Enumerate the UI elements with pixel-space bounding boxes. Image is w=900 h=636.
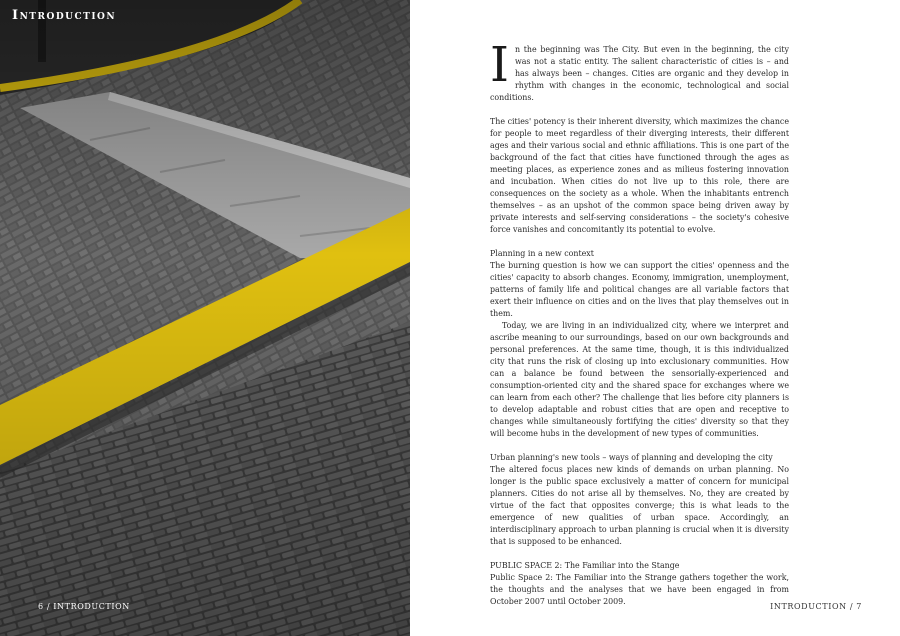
- folio-right: INTRODUCTION / 7: [770, 602, 862, 611]
- paragraph-altered-focus: The altered focus places new kinds of demands on urban planning. No longer is the public space exclusively a matter of concern for municipal planners. Cities do not arise all by themselves. No, they are created by virtue of the fact that opposites converge; this is what leads to the emergence of new qualities of urban space. Accordingly, an interdisciplinary approach to urban planning is crucial when it is diversity that is supposed to be enhanced.: [490, 465, 789, 546]
- heading-public-space: PUBLIC SPACE 2: The Familiar into the Stange: [490, 561, 680, 570]
- street-photo: [0, 0, 410, 636]
- heading-planning: Planning in a new context: [490, 249, 594, 258]
- paragraph-public-space: Public Space 2: The Familiar into the Strange gathers together the work, the thoughts and the analyses that we have been engaged in from October 2007 until October 2009.: [490, 573, 789, 606]
- paragraph-burning-question: The burning question is how we can support the cities' openness and the cities' capacity to absorb changes. Economy, immigration, unemployment, patterns of family life and political changes are all variable factors that exert their influence on cities and on the lives that play themselves out in them.: [490, 261, 789, 318]
- left-page: [0, 0, 410, 636]
- section-title: Introduction: [12, 8, 117, 23]
- intro-text: n the beginning was The City. But even in the beginning, the city was not a static entity. The salient characteristic of cities is – and has always been – changes. Cities are organic and they develop in rhythm with changes in the economic, technological and social conditions.: [490, 45, 789, 102]
- paragraph-individualized-city: Today, we are living in an individualized city, where we interpret and ascribe meaning to our surroundings, based on our own backgrounds and personal preferences. At the same time, though, it is this individualized city that runs the risk of closing up into exclusionary communities. How can a balance be found between the sensorially-experienced and consumption-oriented city and the shared space for exchanges where we can learn from each other? The challenge that lies before city planners is to develop adaptable and robust cities that are open and receptive to changes while simultaneously fortifying the cities' diversity so that they will become hubs in the development of new types of communities.: [490, 321, 789, 438]
- photo-vignette: [0, 0, 410, 636]
- intro-paragraph: [490, 37, 789, 104]
- heading-tools: Urban planning's new tools – ways of planning and developing the city: [490, 453, 773, 462]
- drop-cap: I: [490, 37, 509, 93]
- text-column: [490, 37, 789, 608]
- paragraph-diversity: The cities' potency is their inherent diversity, which maximizes the chance for people to meet regardless of their diverging interests, their different ages and their various social and ethnic affiliations. This is one part of the background of the fact that cities have functioned through the ages as meeting places, as experience zones and as milieus fostering innovation and incubation. When cities do not live up to this role, there are consequences on the society as a whole. When the inhabitants entrench themselves – as an upshot of the common space being driven away by private interests and self-serving considerations – the society's cohesive force vanishes and concomitantly its potential to evolve.: [490, 117, 789, 234]
- folio-left: 6 / INTRODUCTION: [38, 602, 130, 611]
- right-page: [410, 0, 900, 636]
